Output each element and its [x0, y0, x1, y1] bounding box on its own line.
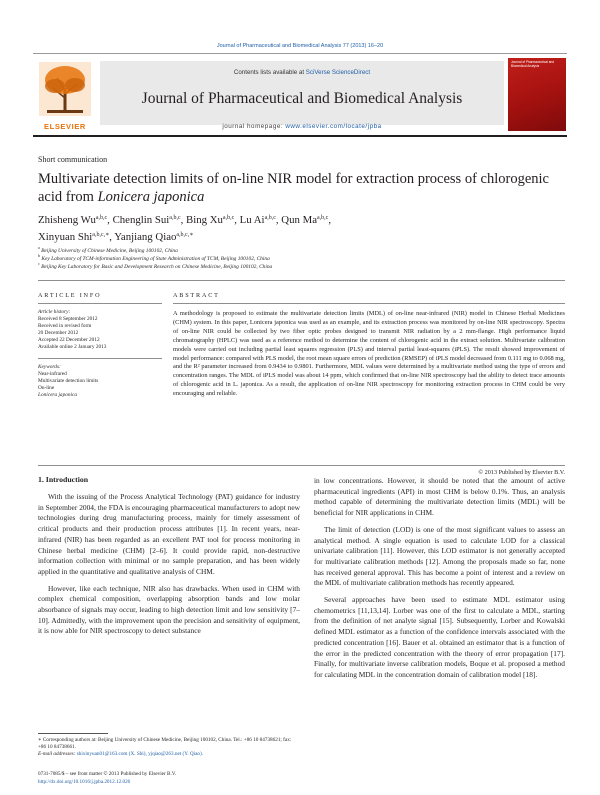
journal-citation[interactable]: Journal of Pharmaceutical and Biomedical Analysis 77 (2013) 16–20 [216, 43, 384, 49]
journal-homepage [100, 123, 504, 130]
paragraph: Several approaches have been used to estimate MDL estimator using chemometrics [11,13,14]. Lorber was one of the first to calculate a MDL, starting from the definition of net analyte signal [15]. Subsequently, Lorber and Kowalski defined MDL estimator as a function of the confidence intervals associated with the predicted concentration [16]. Bauer et al. obtained an estimator that is a function of the error in the predicted concentration with the theory of error propagation [17]. Finally, for multivariate inverse calibration models, Boque et al. proposed a method for calculating MDL in the concentration domain of calibration model [18]. [314, 595, 565, 679]
elsevier-tree-icon [33, 58, 97, 126]
email-label: E-mail addresses: [38, 751, 77, 757]
history-item: 20 December 2012 [38, 330, 79, 337]
history-item: Accepted 22 December 2012 [38, 337, 100, 344]
author[interactable]: Bing Xu$^{a,b,c}$ [186, 214, 235, 226]
keyword: Multivariate detection limits [38, 378, 99, 385]
history-item: Received in revised form [38, 323, 92, 330]
footnote-divider [38, 733, 108, 734]
author-list [38, 211, 563, 245]
sciencedirect-link[interactable]: SciVerse ScienceDirect [305, 69, 371, 76]
author[interactable]: Zhisheng Wu$^{a,b,c}$ [38, 214, 108, 226]
title-main: Multivariate detection limits of on-line NIR model for extraction process of chlorogenic acid from [38, 171, 549, 205]
section-heading-introduction: 1. Introduction [38, 475, 89, 484]
title-species: Lonicera japonica [97, 189, 205, 205]
article-type: Short communication [38, 155, 108, 164]
author[interactable]: Xinyuan Shi$^{a,b,c,∗}$ [38, 231, 110, 243]
abstract-text: A methodology is proposed to estimate the multivariate detection limits (MDL) of on-line near-infrared (NIR) model in Chinese Herbal Medicines (CHM) system. In this paper, Lonicera japonica was used as an example, and its extraction process was monitored by on-line NIR spectroscopy. Spectra of on-line NIR could be collected by two fiber optic probes designed to transmit NIR radiation by a 2 mm-flange. High performance liquid chromatography (HPLC) was used as a reference method to determine the content of chlorogenic acid in the extract solution. Multivariate calibration models were carried out including partial least squares regression (PLS) and interval partial least-squares (iPLS). The result showed improvement of model performance: compared with PLS model, the root mean square errors of prediction (RMSEP) of iPLS model decreased from 0.111 mg to 0.068 mg, and the R² parameter increased from 0.9434 to 0.9801. Furthermore, MDL values were determined by a multivariate method using the type of errors and concentration ranges. The MDL of iPLS model was about 14 ppm, which confirmed that on-line NIR spectroscopy had the ability to detect trace amounts of chlorogenic acid in L. japonica. As a result, the application of on-line NIR spectroscopy for monitoring extraction process in CHM could be very encouraging and reliable. [173, 310, 565, 398]
journal-title: Journal of Pharmaceutical and Biomedical Analysis [141, 90, 463, 107]
paragraph: The limit of detection (LOD) is one of the most significant values to assess an analytical method. A single equation is used to calculate LOD for a classical univariate calibration [11]. However, this LOD estimator is not generally accepted for multivariate calibration methods [12]. Among the proposals made so far, none has received general approval. This has become a point of interest and a review on the MDL of multivariate calibration methods has recently appeared. [314, 524, 565, 588]
history-item: Available online 2 January 2013 [38, 344, 107, 351]
affiliation: $^c$ Beijing Key Laboratory for Basic and Development Research on Chinese Medicine, Beijing 100102, China [38, 261, 273, 270]
corresponding-author-note: ∗ Corresponding authors at: Beijing University of Chinese Medicine, Beijing 100102, China. Tel.: +86 10 84738621; fax: +86 10 84738661. [38, 737, 292, 750]
email-addresses[interactable]: shixinyuan01@163.com (X. Shi), yjqiao@263.net (Y. Qiao). [76, 751, 204, 757]
article-info-divider [38, 303, 162, 304]
authors-line-2: Xinyuan Shi$^{a,b,c,∗}$, Yanjiang Qiao$^{a,b,c,∗}$ [38, 231, 194, 243]
keyword: On-line [38, 385, 55, 392]
publisher-name: ELSEVIER [44, 122, 86, 131]
contents-line [100, 69, 504, 76]
paragraph: However, like each technique, NIR also has drawbacks. When used in CHM with complex chemical composition, overlapping absorption bands and low molar absorbance of signals may occur, leading to high detection limit and low sensitivity [7–10]. Admittedly, with the improvement upon the precision and sensitivity of equipment, it is now able for NIR spectroscopy to detect substance [38, 583, 300, 636]
abstract-heading: ABSTRACT [173, 292, 220, 299]
homepage-link[interactable]: www.elsevier.com/locate/jpba [285, 123, 382, 130]
author[interactable]: Yanjiang Qiao$^{a,b,c,∗}$ [114, 231, 194, 243]
keywords [38, 364, 163, 399]
cover-title: Journal of Pharmaceutical and Biomedical Analysis [511, 60, 555, 68]
author[interactable]: Chenglin Sui$^{a,b,c}$ [112, 214, 181, 226]
keywords-divider [38, 358, 162, 359]
issn-line: 0731-7085/$ – see front matter © 2013 Published by Elsevier B.V. [38, 771, 177, 777]
email-note [38, 751, 300, 758]
keyword: Near-infrared [38, 371, 67, 378]
history-label: Article history: [38, 309, 71, 315]
homepage-prefix: journal homepage: [222, 123, 286, 130]
header-divider [33, 135, 567, 137]
keywords-label: Keywords: [38, 364, 61, 370]
abstract-divider [173, 303, 565, 304]
article-history [38, 309, 163, 352]
author[interactable]: Qun Ma$^{a,b,c}$ [281, 214, 329, 226]
article-info-heading: ARTICLE INFO [38, 292, 102, 299]
affiliation-divider [38, 280, 565, 281]
history-item: Received 8 September 2012 [38, 316, 98, 323]
abstract-copyright: © 2013 Published by Elsevier B.V. [478, 469, 565, 476]
keyword: Lonicera japonica [38, 392, 77, 399]
author[interactable]: Lu Ai$^{a,b,c}$ [239, 214, 276, 226]
paper-title [38, 170, 563, 206]
affiliation: $^a$ Beijing University of Chinese Medicine, Beijing 100102, China [38, 245, 178, 254]
doi-link[interactable]: http://dx.doi.org/10.1016/j.jpba.2012.12.026 [38, 779, 131, 785]
paragraph: in low concentrations. However, it should be noted that the amount of active pharmaceutical ingredients (API) in most CHM is below 0.1%. Thus, an analysis method capable of determining the multivariate detection limits (MDL) will be beneficial for NIR applications in CHM. [314, 476, 565, 518]
abstract-bottom-divider [38, 465, 565, 466]
contents-prefix: Contents lists available at [233, 69, 306, 76]
journal-cover-image [508, 58, 566, 131]
authors-line-1: Zhisheng Wu$^{a,b,c}$, Chenglin Sui$^{a,b,c}$, Bing Xu$^{a,b,c}$, Lu Ai$^{a,b,c}$, Qun Ma$^{a,b,c}$, [38, 214, 332, 226]
right-column [314, 476, 565, 687]
left-column [38, 492, 300, 643]
affiliation: $^b$ Key Laboratory of TCM-information Engineering of State Administration of TCM, Beijing 100102, China [38, 253, 270, 262]
paragraph: With the issuing of the Process Analytical Technology (PAT) guidance for industry in September 2004, the FDA is encouraging pharmaceutical manufacturers to adopt new technologies during drug manufacturing process, mainly for timely assessment of critical products and their production process attributes [1]. In recent years, near-infrared (NIR) has been regarded as an excellent PAT tool for process monitoring in Chinese herbal medicine (CHM) [2–6]. It could provide rapid, non-destructive information collection with minimal or no sample preparation, and has been widely applied in the quantitative and qualitative analysis of CHM. [38, 492, 300, 576]
